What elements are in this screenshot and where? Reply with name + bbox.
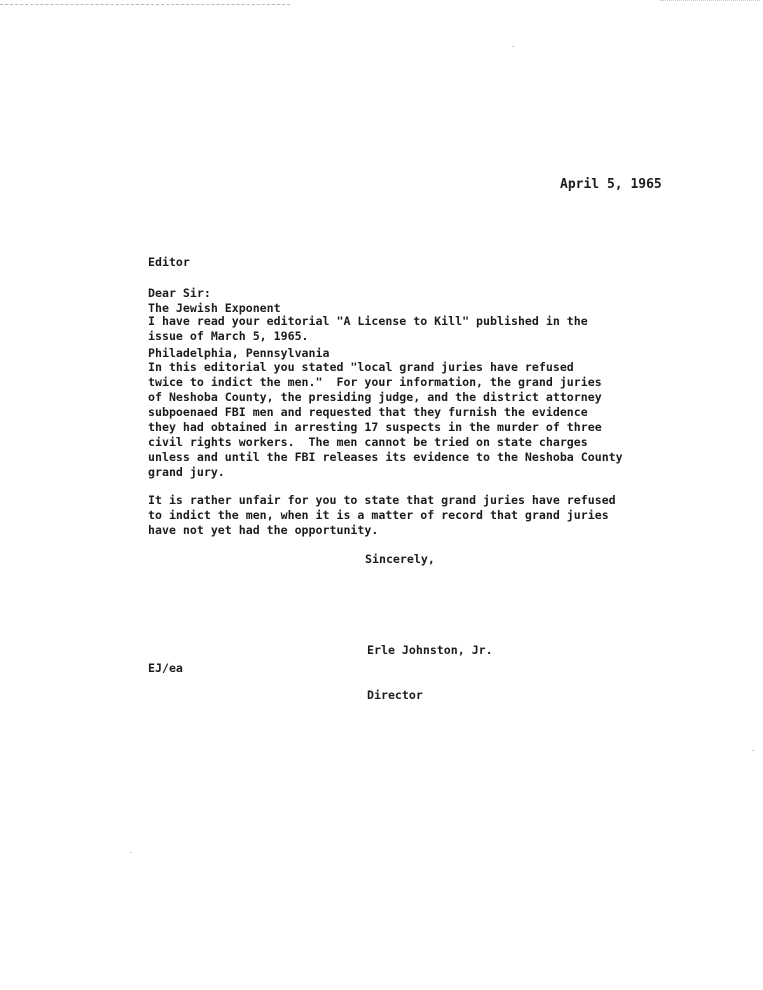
paragraph-line: have not yet had the opportunity. (148, 523, 379, 537)
recipient-line: The Jewish Exponent (148, 300, 281, 315)
body-paragraph (148, 493, 616, 538)
signature-block (367, 613, 493, 733)
body-paragraph (148, 314, 588, 344)
paragraph-line: subpoenaed FBI men and requested that they furnish the evidence (148, 405, 588, 419)
paragraph-line: civil rights workers. The men cannot be tried on state charges (148, 435, 588, 449)
paragraph-line: they had obtained in arresting 17 suspects in the murder of three (148, 420, 602, 434)
salutation: Dear Sir: (148, 286, 211, 300)
recipient-line: Philadelphia, Pennsylvania (148, 346, 330, 360)
paragraph-line: to indict the men, when it is a matter of record that grand juries (148, 508, 609, 522)
scan-artifact-top-right (660, 0, 760, 4)
paragraph-line: twice to indict the men." For your information, the grand juries (148, 375, 602, 389)
closing: Sincerely, (365, 552, 435, 566)
paragraph-line: I have read your editorial "A License to Kill" published in the (148, 314, 588, 328)
recipient-line: Editor (148, 255, 190, 269)
signer-title: Director (367, 688, 423, 702)
scan-speck (130, 852, 132, 853)
signer-name: Erle Johnston, Jr. (367, 643, 493, 657)
paragraph-line: In this editorial you stated "local grand juries have refused (148, 360, 574, 374)
paragraph-line: issue of March 5, 1965. (148, 329, 309, 343)
paragraph-line: of Neshoba County, the presiding judge, and the district attorney (148, 390, 602, 404)
scan-speck (752, 750, 754, 751)
scan-speck (512, 46, 514, 47)
typist-initials: EJ/ea (148, 661, 183, 675)
paragraph-line: unless and until the FBI releases its evidence to the Neshoba County (148, 450, 623, 464)
scan-artifact-top-left (0, 4, 290, 5)
paragraph-line: grand jury. (148, 465, 225, 479)
paragraph-line: It is rather unfair for you to state that grand juries have refused (148, 493, 616, 507)
body-paragraph (148, 360, 623, 480)
letter-date: April 5, 1965 (560, 177, 662, 192)
